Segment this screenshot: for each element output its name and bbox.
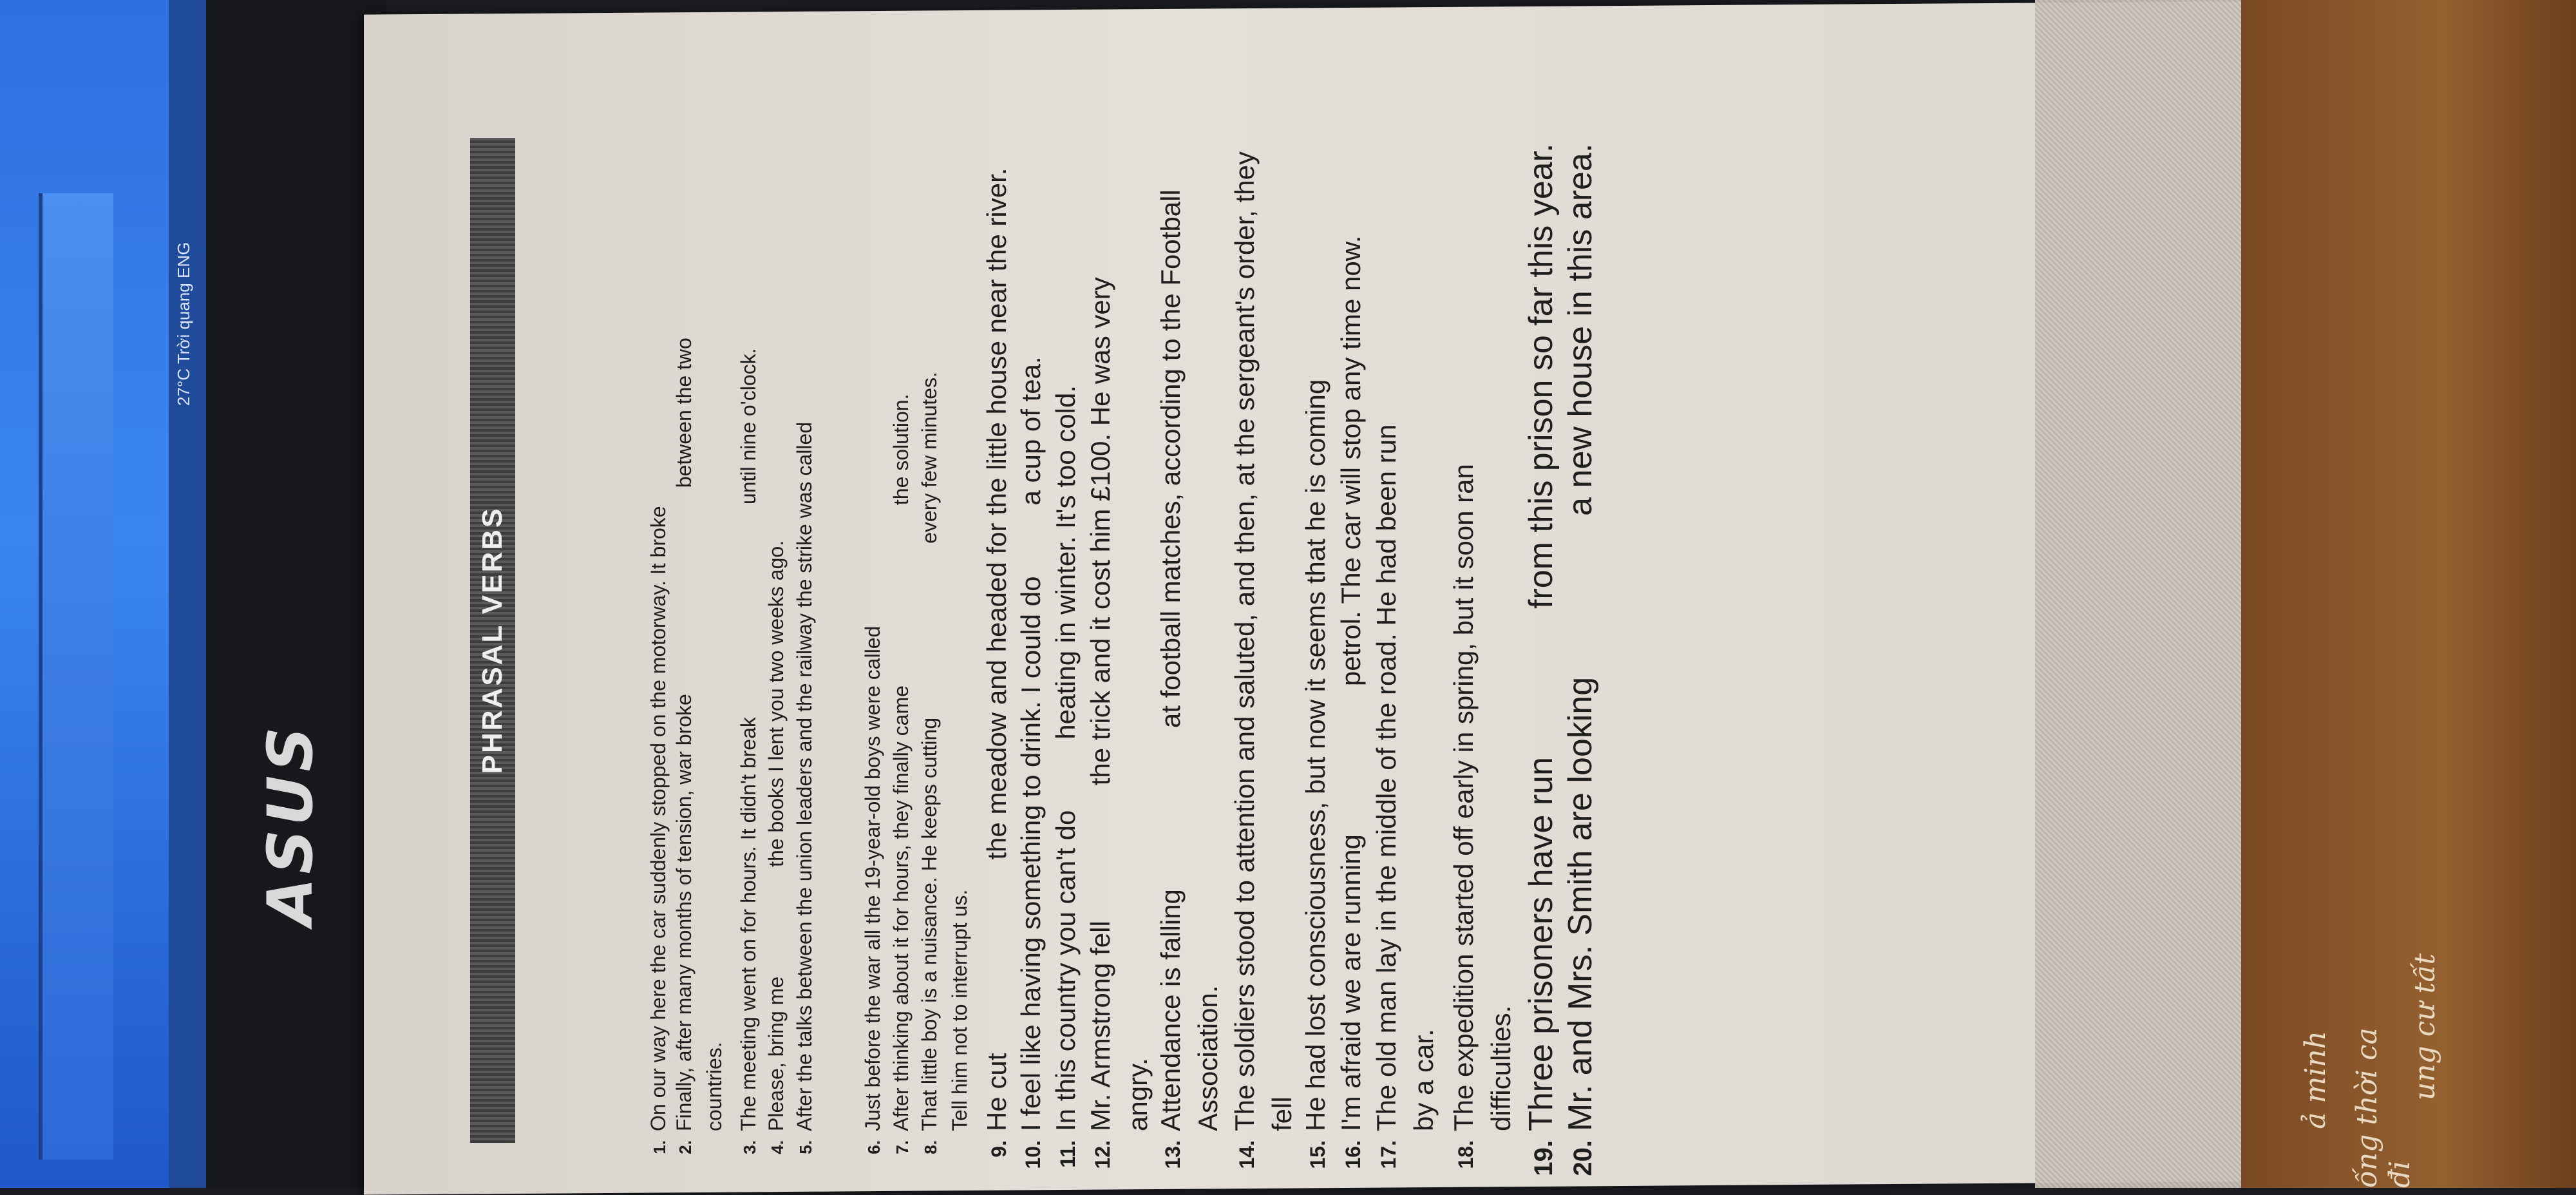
exercise-item: 15.He had lost consciousness, but now it seems that he is coming xyxy=(1300,379,1331,1169)
brand-logo: ASUS xyxy=(254,723,327,926)
exercise-item: 20.Mr. and Mrs. Smith are lookinga new house in this area. xyxy=(1562,143,1599,1176)
laptop-screen xyxy=(0,0,206,1188)
exercise-item: 17.The old man lay in the middle of the road. He had been run by a car. xyxy=(1371,424,1439,1169)
handwritten-note: ung cư tất xyxy=(2409,953,2441,1101)
exercise-item: 9.He cutthe meadow and headed for the little house near the river. xyxy=(981,167,1012,1158)
exercise-item: 18.The expedition started off early in spring, but it soon ran difficulties. xyxy=(1448,464,1517,1169)
exercise-item: 3.The meeting went on for hours. It didn't breakuntil nine o'clock. xyxy=(737,348,760,1154)
handwritten-note: ống thời ca đi xyxy=(2351,1028,2416,1188)
exercise-item: 6.Just before the war all the 19-year-old boys were called xyxy=(861,626,884,1154)
handwritten-note: ả minh xyxy=(2299,1031,2332,1129)
exercise-item: 4.Please, bring methe books I lent you two weeks ago. xyxy=(764,540,788,1154)
notebook xyxy=(2241,0,2576,1188)
laptop-bezel xyxy=(206,0,386,1188)
exercise-item: 10.I feel like having something to drink. I could doa cup of tea. xyxy=(1016,356,1046,1169)
screen-window xyxy=(39,193,113,1160)
taskbar-tray-text: 27°C Trời quang ENG xyxy=(174,242,193,406)
exercise-item: 8.That little boy is a nuisance. He keeps cuttingevery few minutes. Tell him not to interrupt us. xyxy=(918,372,972,1154)
exercise-item: 19.Three prisoners have runfrom this prison so far this year. xyxy=(1522,143,1560,1176)
exercise-item: 5.After the talks between the union leaders and the railway the strike was called xyxy=(793,421,816,1154)
exercise-item: 16.I'm afraid we are runningpetrol. The car will stop any time now. xyxy=(1336,235,1366,1169)
taskbar xyxy=(169,0,206,1188)
exercise-item: 1.On our way here the car suddenly stopped on the motorway. It broke xyxy=(647,506,670,1154)
exercise-item: 11.In this country you can't doheating in winter. It's too cold. xyxy=(1050,385,1081,1168)
exercise-item: 14.The soldiers stood to attention and saluted, and then, at the sergeant's order, they fell xyxy=(1229,151,1298,1169)
exercise-item: 13.Attendance is fallingat football matches, according to the Football Association. xyxy=(1155,189,1224,1169)
worksheet-title: PHRASAL VERBS xyxy=(470,138,515,1143)
exercise-item: 7.After thinking about it for hours, they finally camethe solution. xyxy=(889,394,913,1154)
exercise-item: 2.Finally, after many months of tension, war brokebetween the two countries. xyxy=(672,338,726,1154)
worksheet xyxy=(399,0,2267,1181)
exercise-item: 12.Mr. Armstrong fellthe trick and it cost him £100. He was very angry. xyxy=(1085,277,1153,1169)
